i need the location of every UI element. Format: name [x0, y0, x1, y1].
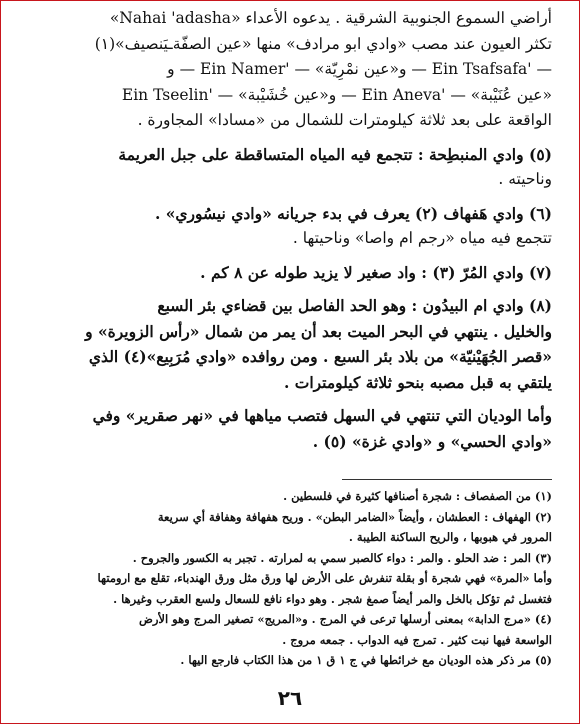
text-line: «وادي الحسي» و «وادي غزة» (٥) .: [312, 431, 552, 451]
footnote-4-cont: الواسعة فيها نبت كثير . تمرج فيه الدواب . جمعه مروج .: [282, 632, 552, 647]
main-text: [30, 6, 552, 454]
text-line: تتجمع فيه مياه «رجم ام واصا» وناحيتها .: [292, 229, 552, 247]
text-line: — 'Ein Tsafsafa — و«عين نمْرِيّة» — 'Ein Namer — و: [167, 60, 552, 78]
footnote-2-cont: المرور في هبوبها ، والريح الساكنة الطيبة .: [348, 530, 552, 544]
footnote-5: (٥) مر ذكر هذه الوديان مع خرائطها في ج ١ ق ١ من هذا الكتاب فارجع اليها .: [180, 653, 552, 667]
text-line: أراضي السموع الجنوبية الشرقية . يدعوه الأعداء «Nahai 'adasha»: [109, 9, 552, 27]
footnotes: [30, 486, 552, 671]
footnote-1: (١) من الصفصاف : شجرة أصنافها كثيرة في فلسطين .: [283, 489, 552, 503]
footnote-3-cont: فتغسل ثم تؤكل بالخل والمر أيضاً صمغ شجر . وهو دواء نافع للسعال ولسع العقرب وغيرها .: [113, 591, 552, 606]
text-line: تكثر العيون عند مصب «وادي ابو مرادف» منها «عين الصفّةـيَنصيف»(١): [94, 34, 552, 53]
footnote-4: (٤) «مرج الدابة» بمعنى أرسلها ترعى في المرج . و«المريج» تصغير المرج وهو الأرض: [138, 612, 552, 626]
page-number: ٢٦: [277, 686, 303, 710]
paragraph-8: (٨) وادي ام البيدُون : وهو الحد الفاصل بين قضاءي بئر السبع: [157, 296, 552, 315]
text-line: الواقعة على بعد ثلاثة كيلومترات للشمال من «مسادا» المجاورة .: [137, 111, 552, 129]
paragraph-7: (٧) وادي المُرّ (٣) : واد صغير لا يزيد طوله عن ٨ كم .: [200, 262, 552, 282]
footnote-3-cont: وأما «المرة» فهي شجرة أو بقلة تنفرش على الأرض لها ورق مثل ورق الهندباء، تقلع مع ارومتها: [97, 571, 552, 585]
text-line: «قصر الجُهَيْنيّة» من بلاد بئر السبع . ومن روافده «وادي مُرَبِيع»(٤) الذي: [88, 347, 552, 366]
closing-paragraph: وأما الوديان التي تنتهي في السهل فتصب مياهها في «نهر صقرير» وفي: [92, 406, 552, 425]
paragraph-6: (٦) وادي هَفهاف (٢) يعرف في بدء جريانه «وادي نيسُوري» .: [154, 203, 552, 223]
text-line: يلتقي به قبل مصبه بنحو ثلاثة كيلومترات .: [283, 372, 552, 392]
footnote-separator: [342, 479, 552, 480]
text-line: والخليل . ينتهي في البحر الميت بعد أن يمر من شمال «رأس الزويرة» و: [85, 321, 552, 341]
footnote-2: (٢) الهفهاف : العطشان ، وأيضاً «الضامر البطن» . وريح هفهافة وهفافة أي سريعة: [157, 509, 552, 524]
paragraph-5: (٥) وادي المنبطِحة : تتجمع فيه المياه المتساقطة على جبل العريمة: [118, 144, 552, 164]
text-line: وناحيته .: [498, 170, 552, 188]
footnote-3: (٣) المر : ضد الحلو . والمر : دواء كالصبر سمي به لمرارته . تجبر به الكسور والجروح .: [132, 550, 552, 565]
text-line: «عين عُنَيْبة» — 'Ein Aneva — و«عين خُشَيْبة» — 'Ein Tseelin: [121, 85, 552, 104]
